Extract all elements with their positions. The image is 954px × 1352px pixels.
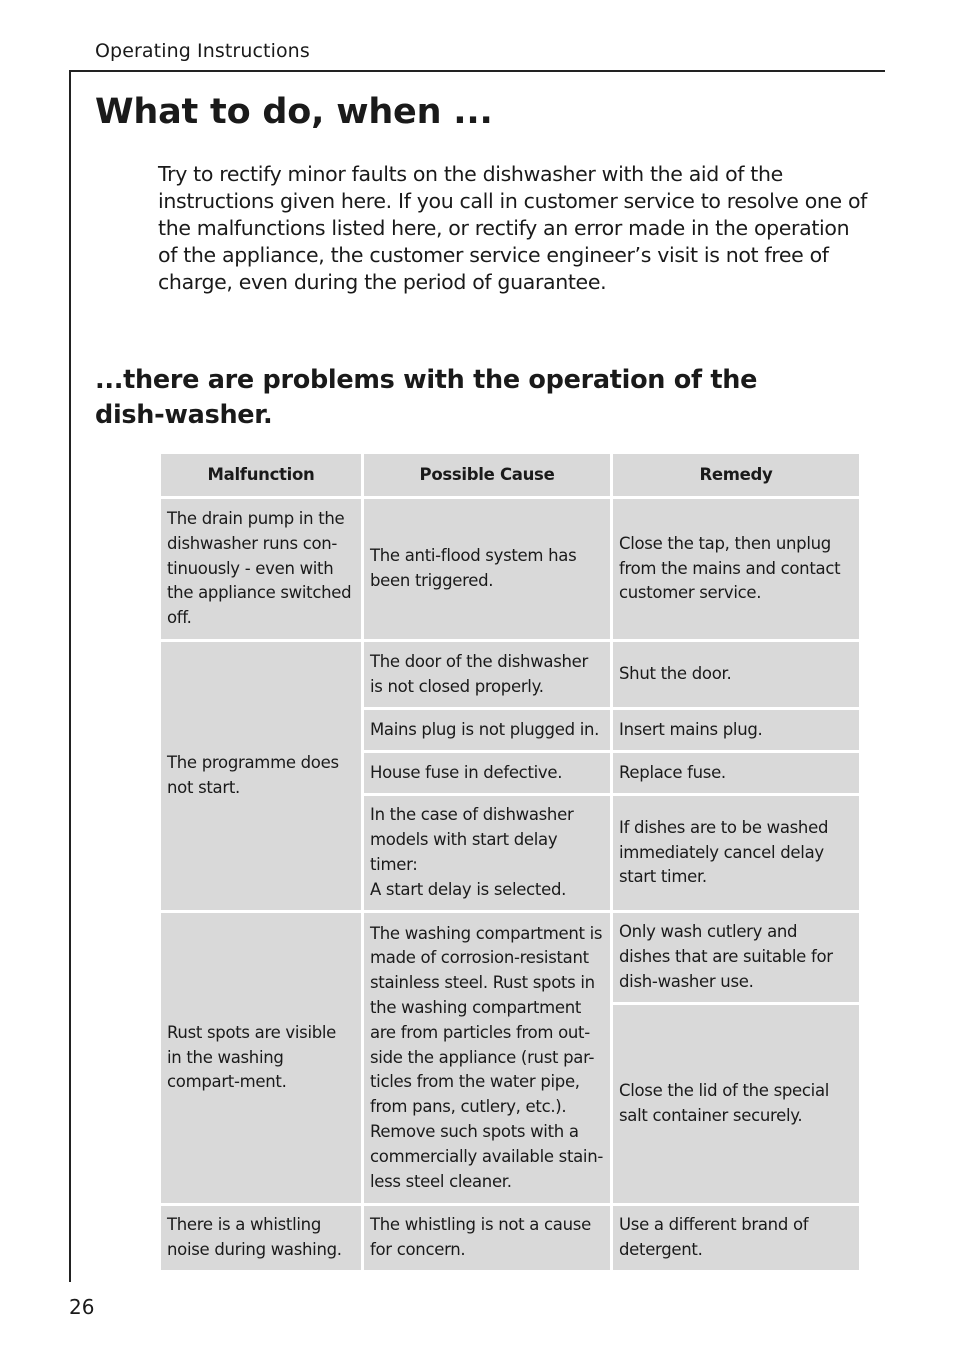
table-header-row (160, 453, 861, 498)
section-heading: ...there are problems with the operation of the dish-washer. (95, 365, 758, 430)
margin-rule (69, 70, 71, 1282)
header-rule (69, 70, 885, 72)
remedy-cell: Close the tap, then unplug from the mains and contact customer service. (612, 498, 861, 641)
malfunction-cell: The drain pump in the dishwasher runs con-tinuously - even with the appliance switched off. (160, 498, 363, 641)
remedy-cell: Only wash cutlery and dishes that are suitable for dish-washer use. (612, 912, 861, 1004)
troubleshooting-table (158, 451, 862, 1273)
table-row (160, 498, 861, 641)
page-title: What to do, when ... (95, 92, 493, 132)
cause-cell: In the case of dishwasher models with start delay timer: A start delay is selected. (363, 795, 612, 912)
column-header-remedy: Remedy (612, 453, 861, 498)
column-header-malfunction: Malfunction (160, 453, 363, 498)
table-row (160, 641, 861, 709)
remedy-cell: Replace fuse. (612, 752, 861, 795)
page-number: 26 (69, 1295, 95, 1319)
cause-cell: The washing compartment is made of corrosion-resistant stainless steel. Rust spots in the washing compartment are from particles from out-side the appliance (rust par-ticles from the water pipe, from pans, cutlery, etc.). Remove such spots with a commercially available stain-less steel cleaner. (363, 912, 612, 1205)
remedy-cell: Insert mains plug. (612, 709, 861, 752)
table-row (160, 912, 861, 1004)
remedy-cell: Close the lid of the special salt container securely. (612, 1004, 861, 1205)
malfunction-cell: Rust spots are visible in the washing compart-ment. (160, 912, 363, 1205)
column-header-cause: Possible Cause (363, 453, 612, 498)
cause-cell: The anti-flood system has been triggered. (363, 498, 612, 641)
running-header: Operating Instructions (95, 40, 310, 62)
cause-cell: The whistling is not a cause for concern. (363, 1205, 612, 1272)
remedy-cell: Shut the door. (612, 641, 861, 709)
malfunction-cell: There is a whistling noise during washing. (160, 1205, 363, 1272)
cause-cell: House fuse in defective. (363, 752, 612, 795)
remedy-cell: If dishes are to be washed immediately cancel delay start timer. (612, 795, 861, 912)
intro-paragraph: Try to rectify minor faults on the dishwasher with the aid of the instructions given here. If you call in customer service to resolve one of the malfunctions listed here, or rectify an error made in the operation of the appliance, the customer service engineer’s visit is not free of charge, even during the period of guarantee. (158, 162, 868, 294)
cause-cell: The door of the dishwasher is not closed properly. (363, 641, 612, 709)
table-row (160, 1205, 861, 1272)
malfunction-cell: The programme does not start. (160, 641, 363, 912)
remedy-cell: Use a different brand of detergent. (612, 1205, 861, 1272)
cause-cell: Mains plug is not plugged in. (363, 709, 612, 752)
